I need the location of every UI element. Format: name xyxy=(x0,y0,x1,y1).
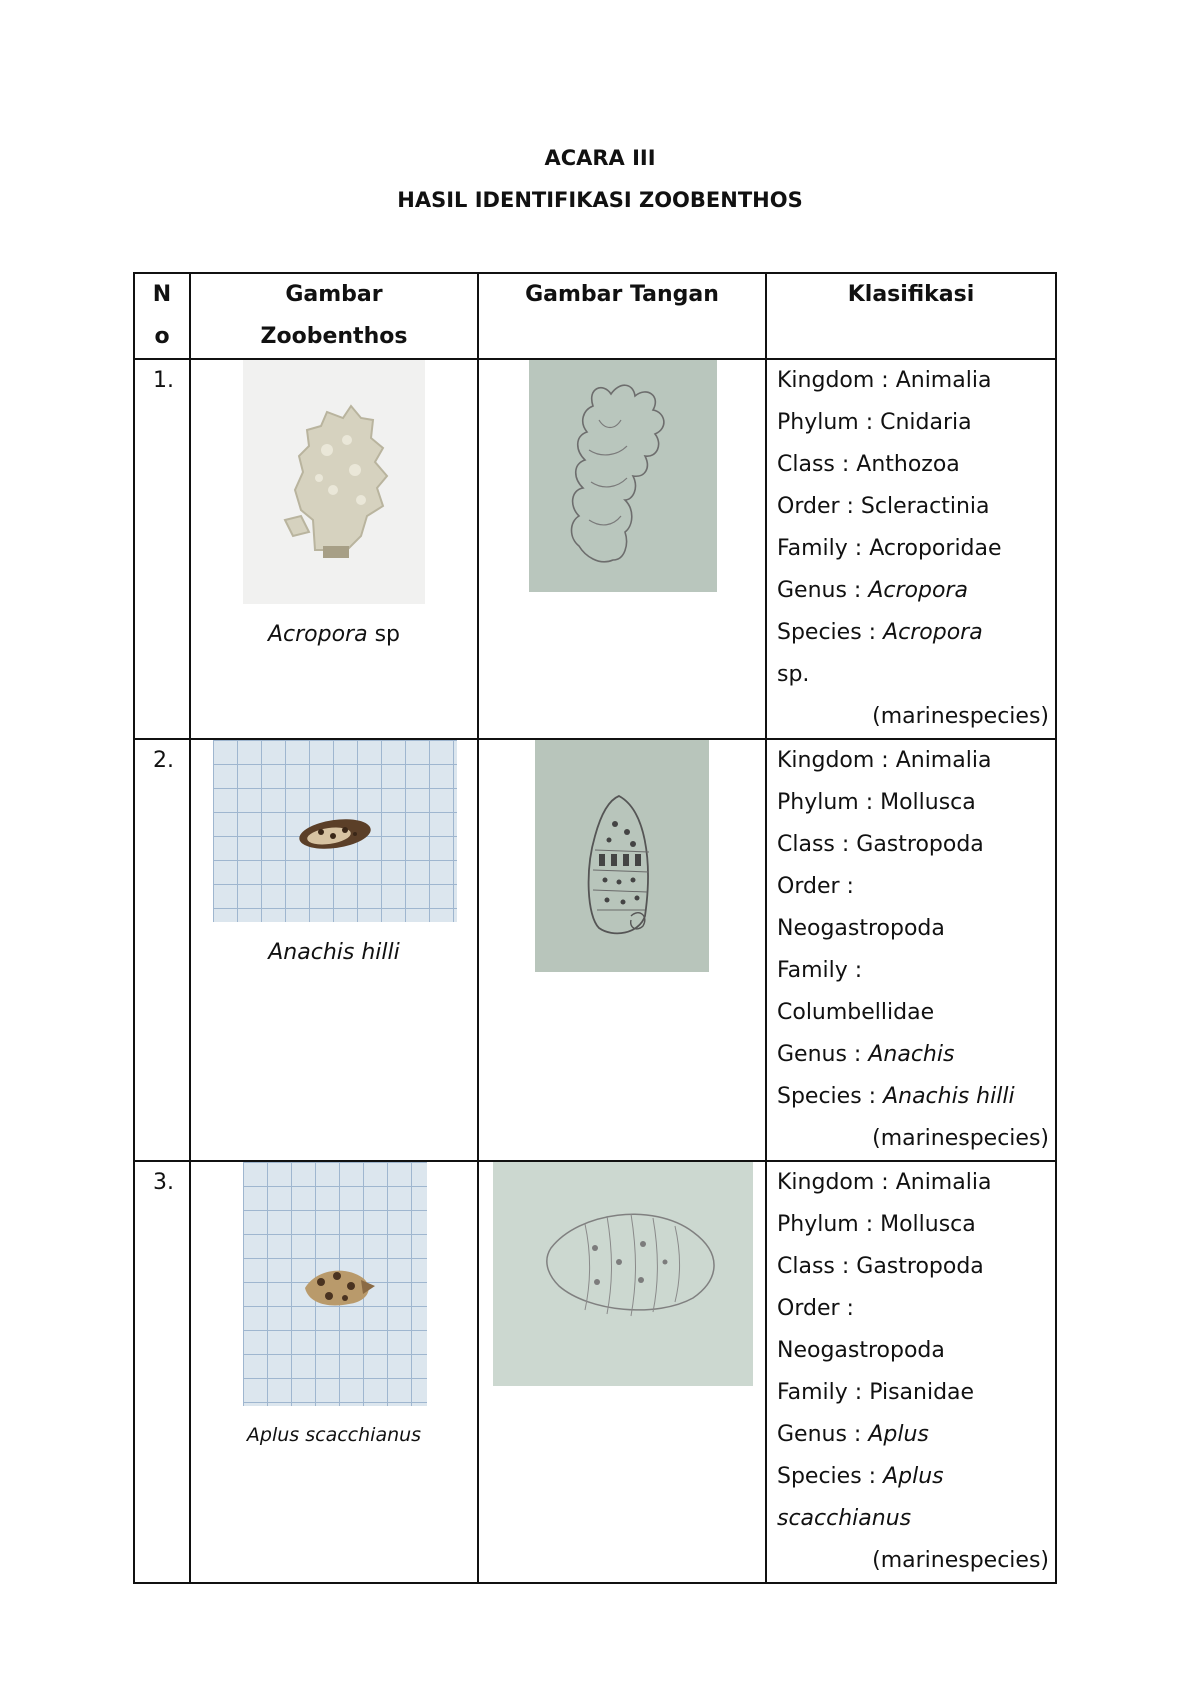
hand-drawing-cell xyxy=(478,739,766,1161)
specimen-caption: Anachis hilli xyxy=(268,940,400,965)
genus-label: Genus : xyxy=(777,1042,869,1067)
specimen-photo-cell xyxy=(190,1161,478,1583)
header-hand-drawing xyxy=(478,273,766,359)
family-value: Columbellidae xyxy=(777,1000,935,1025)
species-line2 xyxy=(777,1498,1049,1540)
species-tail: sp. xyxy=(777,662,810,687)
phylum: Phylum : Mollusca xyxy=(777,1212,976,1237)
acropora-hand-drawing xyxy=(529,360,717,592)
source: (marinespecies) xyxy=(872,1126,1049,1151)
row-number: 2. xyxy=(134,739,190,1161)
aplus-hand-drawing xyxy=(493,1162,753,1386)
acropora-photo xyxy=(243,360,425,604)
genus xyxy=(777,570,1049,612)
table-header-row xyxy=(134,273,1056,359)
page-title: ACARA III xyxy=(544,146,656,170)
species xyxy=(777,1456,1049,1498)
kingdom: Kingdom : Animalia xyxy=(777,368,992,393)
kingdom: Kingdom : Animalia xyxy=(777,748,992,773)
klasifikasi-cell xyxy=(766,359,1056,739)
klasifikasi-cell xyxy=(766,1161,1056,1583)
table-row xyxy=(134,359,1056,739)
table-row xyxy=(134,1161,1056,1583)
caption-genus: Acropora xyxy=(267,622,368,647)
header-zoo-line2: Zoobenthos xyxy=(260,324,408,349)
page-subtitle: HASIL IDENTIFIKASI ZOOBENTHOS xyxy=(397,188,803,212)
specimen-caption xyxy=(191,622,477,647)
species xyxy=(777,612,1049,654)
species-value: Acropora xyxy=(883,620,983,645)
class: Class : Gastropoda xyxy=(777,832,984,857)
klasifikasi-cell xyxy=(766,739,1056,1161)
order-value: Neogastropoda xyxy=(777,1338,945,1363)
header-zoo-line1: Gambar xyxy=(285,282,383,307)
phylum: Phylum : Cnidaria xyxy=(777,410,972,435)
order-label: Order : xyxy=(777,1296,854,1321)
species-value-cont: scacchianus xyxy=(777,1506,912,1531)
anachis-photo xyxy=(213,740,457,922)
genus-label: Genus : xyxy=(777,1422,869,1447)
header-no xyxy=(134,273,190,359)
order: Order : Scleractinia xyxy=(777,494,990,519)
table-row xyxy=(134,739,1056,1161)
order-label: Order : xyxy=(777,874,854,899)
class: Class : Gastropoda xyxy=(777,1254,984,1279)
specimen-photo-cell xyxy=(190,359,478,739)
species-value: Anachis hilli xyxy=(883,1084,1015,1109)
genus-value: Anachis xyxy=(868,1042,955,1067)
species-value: Aplus xyxy=(883,1464,944,1489)
header-no-line1: N xyxy=(152,282,172,307)
anachis-hand-drawing xyxy=(535,740,709,972)
genus-value: Aplus xyxy=(868,1422,929,1447)
genus-label: Genus : xyxy=(777,578,869,603)
aplus-photo xyxy=(243,1162,427,1406)
header-zoobenthos xyxy=(190,273,478,359)
species-label: Species : xyxy=(777,620,884,645)
class: Class : Anthozoa xyxy=(777,452,960,477)
species-label: Species : xyxy=(777,1464,884,1489)
row-number: 1. xyxy=(134,359,190,739)
genus xyxy=(777,1414,1049,1456)
header-klasifikasi-label: Klasifikasi xyxy=(847,282,975,307)
genus-value: Acropora xyxy=(868,578,968,603)
species xyxy=(777,1076,1049,1118)
specimen-caption: Aplus scacchianus xyxy=(246,1424,422,1446)
specimen-photo-cell xyxy=(190,739,478,1161)
header-klasifikasi xyxy=(766,273,1056,359)
family: Family : Acroporidae xyxy=(777,536,1002,561)
family-label: Family : xyxy=(777,958,863,983)
family: Family : Pisanidae xyxy=(777,1380,975,1405)
hand-drawing-cell xyxy=(478,359,766,739)
source: (marinespecies) xyxy=(872,704,1049,729)
hand-drawing-cell xyxy=(478,1161,766,1583)
species-label: Species : xyxy=(777,1084,884,1109)
kingdom: Kingdom : Animalia xyxy=(777,1170,992,1195)
phylum: Phylum : Mollusca xyxy=(777,790,976,815)
identification-table xyxy=(133,272,1057,1584)
row-number: 3. xyxy=(134,1161,190,1583)
genus xyxy=(777,1034,1049,1076)
header-hand-label: Gambar Tangan xyxy=(525,282,719,307)
header-no-line2: o xyxy=(154,324,170,349)
order-value: Neogastropoda xyxy=(777,916,945,941)
caption-sp: sp xyxy=(367,622,401,647)
source: (marinespecies) xyxy=(872,1548,1049,1573)
